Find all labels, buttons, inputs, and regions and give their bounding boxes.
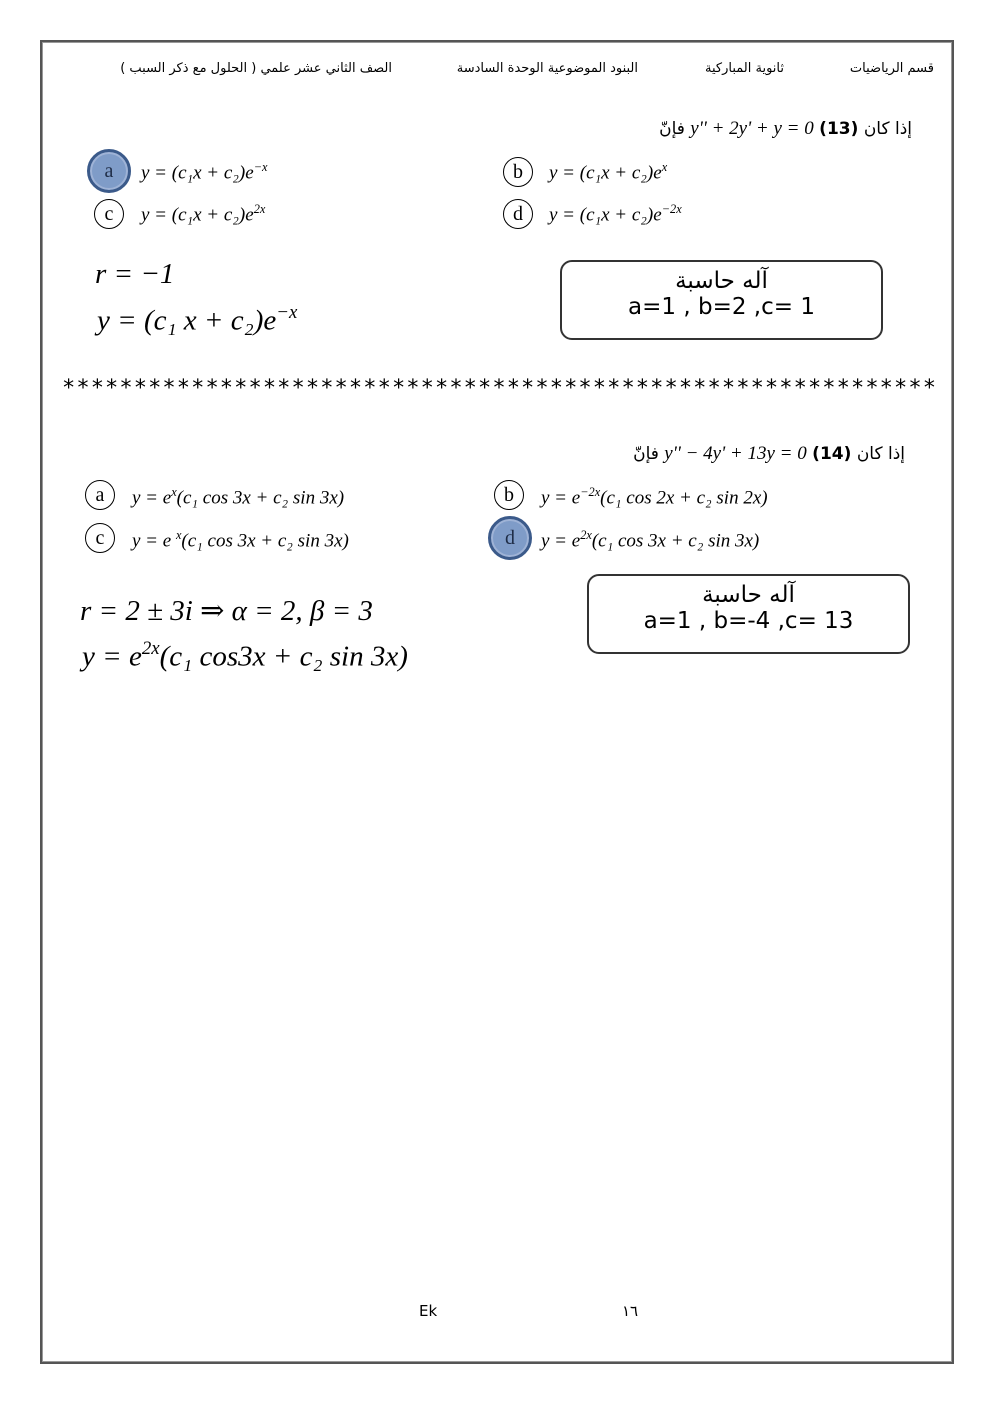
footer-page-number: ١٦	[622, 1302, 639, 1320]
q14-calc-title: آله حاسبة	[702, 582, 795, 608]
q13-equation: y'' + 2y' + y = 0	[690, 118, 814, 139]
q14-calculator-box	[587, 574, 910, 654]
q13-option-d-marker[interactable]: d	[503, 199, 533, 229]
page-frame	[40, 40, 954, 1364]
header-unit: البنود الموضوعية الوحدة السادسة	[456, 61, 638, 76]
q13-option-a[interactable]: $y = (c_1x + c_2)e^{-x}$	[141, 160, 268, 184]
q14-equation: y'' − 4y' + 13y = 0	[664, 443, 807, 464]
q14-calc-values: a=1 , b=-4 ,c= 13	[643, 608, 854, 634]
q14-option-c-marker[interactable]: c	[85, 523, 115, 553]
q14-option-a-marker[interactable]: a	[85, 480, 115, 510]
q13-work-line2: y = (c₁ $x + c_2)e^{-x}$	[97, 302, 298, 337]
q14-number: (14)	[812, 444, 852, 464]
q13-calc-title: آله حاسبة	[675, 268, 768, 294]
q13-option-b[interactable]: $y = (c_1x + c_2)e^x$	[549, 160, 668, 184]
q13-option-c-marker[interactable]: c	[94, 199, 124, 229]
q14-prefix: إذا كان	[856, 444, 905, 464]
q13-option-b-marker[interactable]: b	[503, 157, 533, 187]
q14-suffix: فإنّ	[633, 444, 659, 464]
footer-author: Ek	[419, 1302, 438, 1320]
header-grade: الصف الثاني عشر علمي ( الحلول مع ذكر السبب )	[120, 61, 392, 76]
q13-title	[659, 118, 912, 140]
q14-option-b-marker[interactable]: b	[494, 480, 524, 510]
header-dept: قسم الرياضيات	[849, 61, 934, 76]
header-school: ثانوية المباركية	[705, 61, 784, 76]
q13-calc-values: a=1 , b=2 ,c= 1	[628, 294, 815, 320]
q14-option-a[interactable]: $y = e^x(c_1$ cos 3x + c₂ sin 3x)	[132, 485, 345, 509]
q13-calculator-box	[560, 260, 883, 340]
q13-number: (13)	[819, 119, 859, 139]
q14-option-c[interactable]: y = e $^x$(c₁ cos 3x + c₂ sin 3x)	[132, 528, 349, 552]
q14-option-d[interactable]: $y = e^{2x}(c_1$ cos 3x + c₂ sin 3x)	[541, 528, 760, 552]
q14-option-d-marker[interactable]: d	[488, 516, 532, 560]
q13-work-line1: r = −1	[95, 258, 175, 290]
q13-option-c[interactable]: $y = (c_1x + c_2)e^{2x}$	[141, 202, 266, 226]
q13-prefix: إذا كان	[863, 119, 912, 139]
q14-option-b[interactable]: $y = e^{-2x}(c_1$ cos 2x + c₂ sin 2x)	[541, 485, 768, 509]
q14-work-line1: r = 2 ± 3i ⇒ α = 2, β = 3	[80, 595, 373, 627]
separator-stars: *************************************************************	[62, 376, 938, 401]
q13-option-d[interactable]: $y = (c_1x + c_2)e^{-2x}$	[549, 202, 682, 226]
q13-option-a-marker[interactable]: a	[87, 149, 131, 193]
q13-suffix: فإنّ	[659, 119, 685, 139]
q14-title	[633, 443, 905, 465]
q14-work-line2: $y = e^{2x}(c_1$ cos3x + c₂ sin 3x)	[82, 638, 408, 673]
